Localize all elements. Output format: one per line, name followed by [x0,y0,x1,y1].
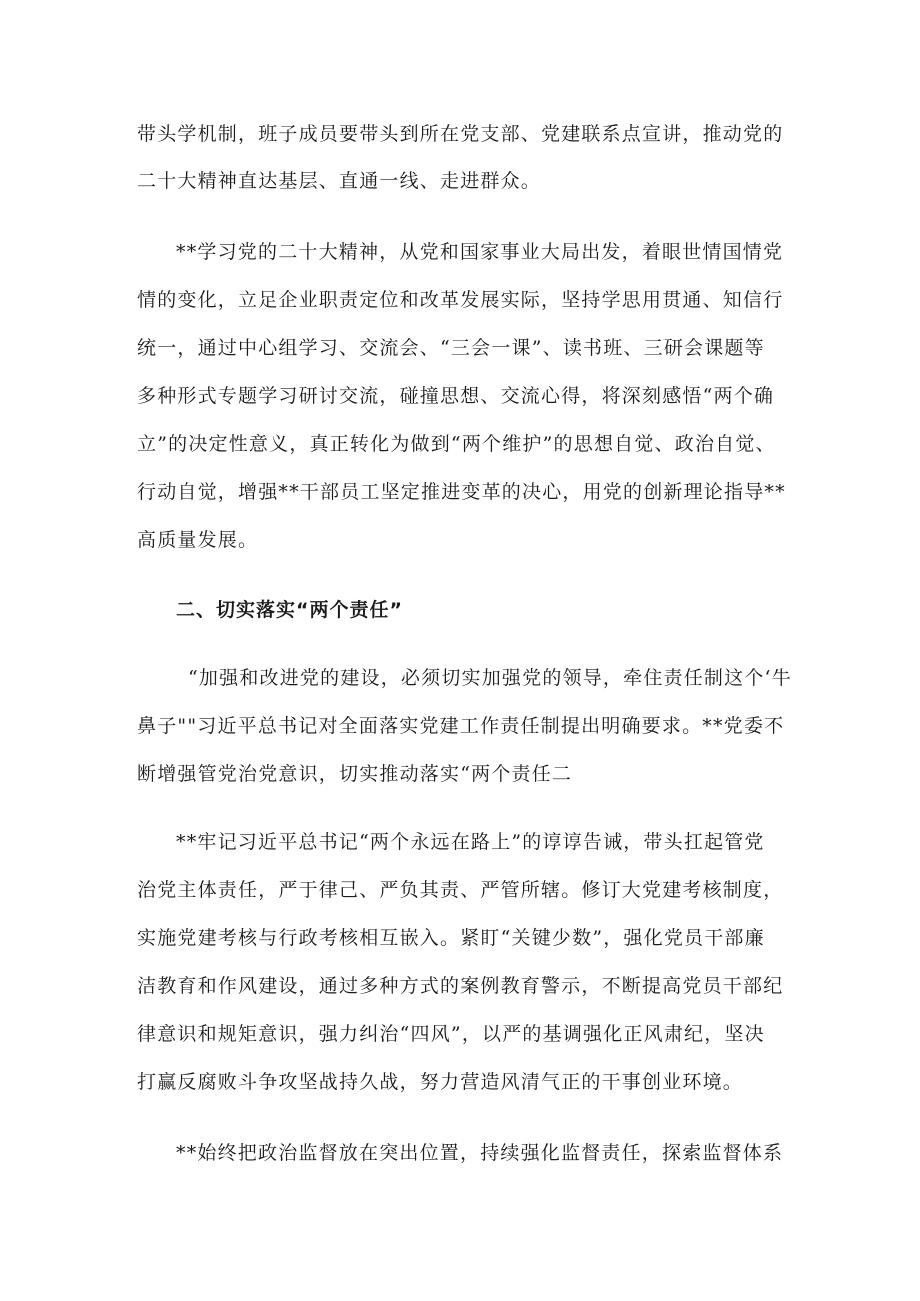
text-line: “加强和改进党的建设，必须切实加强党的领导，牵住责任制这个‘牛 [188,667,792,689]
text-line: 实施党建考核与行政考核相互嵌入。紧盯“关键少数”，强化党员干部廉 [137,927,765,949]
text-line: **牢记习近平总书记“两个永远在路上”的谆谆告诫，带头扛起管党 [176,831,765,853]
text-line: 打赢反腐败斗争攻坚战持久战，努力营造风清气正的干事创业环境。 [137,1071,744,1093]
text-line: 律意识和规矩意识，强力纠治“四风”，以严的基调强化正风肃纪，坚决 [137,1023,765,1045]
text-line: 断增强管党治党意识，切实推动落实“两个责任二 [137,763,573,785]
text-line: 情的变化，立足企业职责定位和改革发展实际，坚持学思用贯通、知信行 [137,289,784,311]
text-line: 统一，通过中心组学习、交流会、“三会一课”、读书班、三研会课题等 [137,337,765,359]
text-line: 二十大精神直达基层、直通一线、走进群众。 [137,170,542,192]
heading-text: 二、切实落实“两个责任” [176,599,403,621]
text-line: 治党主体责任，严于律己、严负其责、严管所辖。修订大党建考核制度， [137,879,784,901]
text-line: 洁教育和作风建设，通过多种方式的案例教育警示，不断提高党员干部纪 [137,975,784,997]
text-line: 高质量发展。 [137,529,259,551]
text-line: **学习党的二十大精神，从党和国家事业大局出发，着眼世情国情党 [176,241,784,263]
text-line: 鼻子""习近平总书记对全面落实党建工作责任制提出明确要求。**党委不 [137,715,785,737]
text-line: 多种形式专题学习研讨交流，碰撞思想、交流心得，将深刻感悟“两个确 [137,385,775,407]
text-line: 带头学机制，班子成员要带头到所在党支部、党建联系点宣讲，推动党的 [137,123,784,145]
text-line: 行动自觉，增强**干部员工坚定推进变革的决心，用党的创新理论指导** [137,481,786,503]
text-line: **始终把政治监督放在突出位置，持续强化监督责任，探索监督体系 [176,1142,784,1164]
text-line: 立”的决定性意义，真正转化为做到“两个维护”的思想自觉、政治自觉、 [137,433,776,455]
